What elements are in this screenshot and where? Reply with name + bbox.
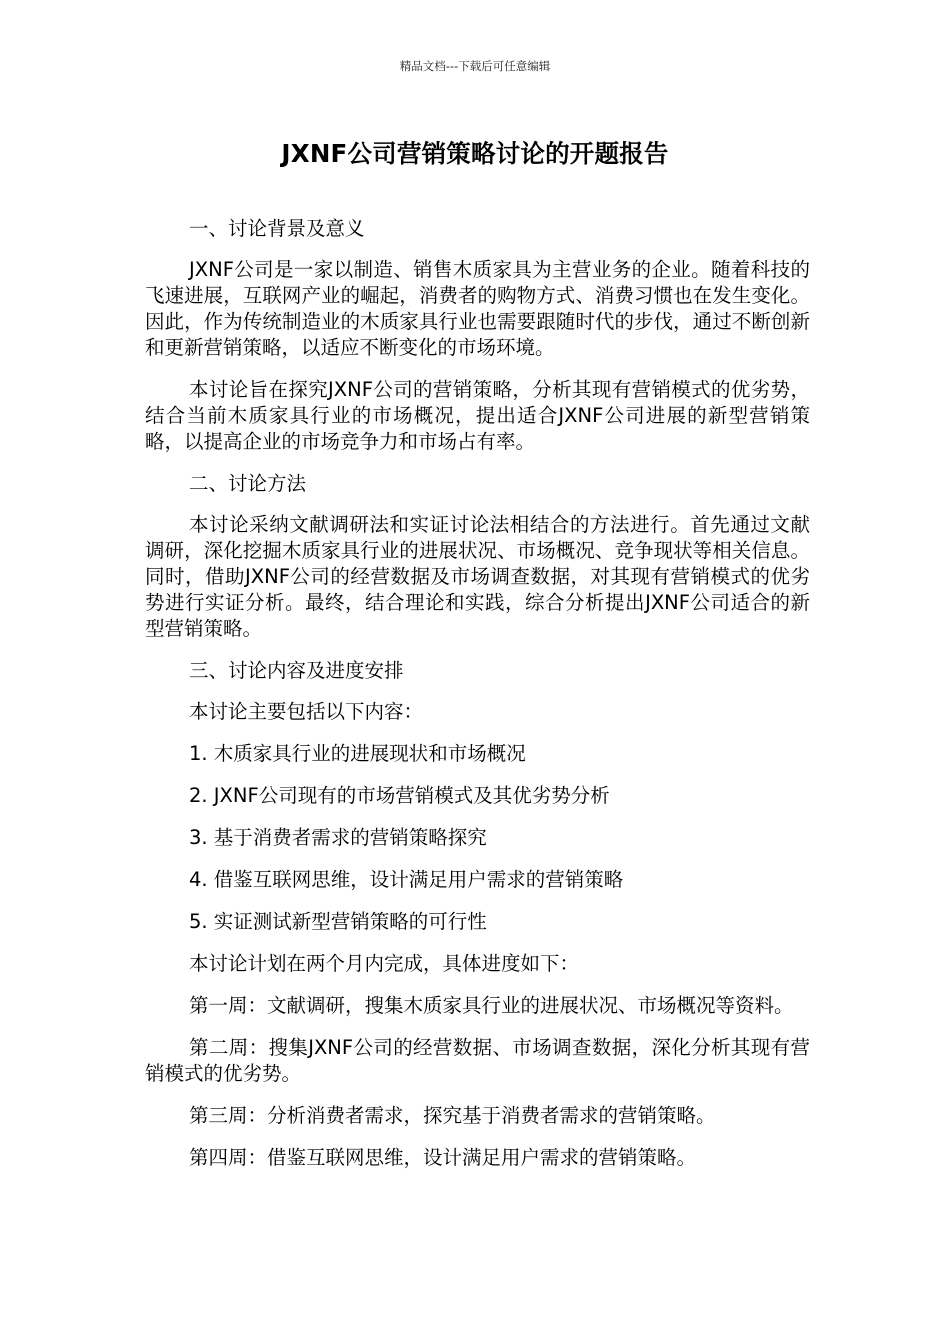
section-heading-content-schedule: 三、讨论内容及进度安排	[189, 659, 404, 682]
paragraph: 本讨论采纳文献调研法和实证讨论法相结合的方法进行。首先通过文献调研，深化挖掘木质家具行业的进展状况、市场概况、竞争现状等相关信息。同时，借助JXNF公司的经营数据及市场调查数据，对其现有营销模式的优劣势进行实证分析。最终，结合理论和实践，综合分析提出JXNF公司适合的新型营销策略。	[145, 513, 810, 640]
schedule-item: 第二周：搜集JXNF公司的经营数据、市场调查数据，深化分析其现有营销模式的优劣势。	[145, 1036, 810, 1085]
list-item: 4. 借鉴互联网思维，设计满足用户需求的营销策略	[189, 868, 624, 891]
schedule-item: 第一周：文献调研，搜集木质家具行业的进展状况、市场概况等资料。	[189, 994, 794, 1017]
page-header: 精品文档---下载后可任意编辑	[399, 59, 551, 73]
document-body	[145, 216, 810, 1187]
document-title: JXNF公司营销策略讨论的开题报告	[281, 139, 669, 168]
schedule-item: 第三周：分析消费者需求，探究基于消费者需求的营销策略。	[189, 1104, 716, 1127]
list-item: 1. 木质家具行业的进展现状和市场概况	[189, 742, 526, 765]
section-heading-method: 二、讨论方法	[189, 472, 307, 495]
paragraph: JXNF公司是一家以制造、销售木质家具为主营业务的企业。随着科技的飞速进展，互联网产业的崛起，消费者的购物方式、消费习惯也在发生变化。因此，作为传统制造业的木质家具行业也需要跟随时代的步伐，通过不断创新和更新营销策略，以适应不断变化的市场环境。	[145, 258, 810, 359]
list-item: 3. 基于消费者需求的营销策略探究	[189, 826, 487, 849]
paragraph: 本讨论旨在探究JXNF公司的营销策略，分析其现有营销模式的优劣势，结合当前木质家具行业的市场概况，提出适合JXNF公司进展的新型营销策略，以提高企业的市场竞争力和市场占有率。	[145, 378, 810, 453]
list-item: 5. 实证测试新型营销策略的可行性	[189, 910, 487, 933]
list-item: 2. JXNF公司现有的市场营销模式及其优劣势分析	[189, 784, 610, 807]
section-heading-background: 一、讨论背景及意义	[189, 217, 365, 240]
schedule-item: 第四周：借鉴互联网思维，设计满足用户需求的营销策略。	[189, 1146, 697, 1169]
schedule-intro: 本讨论计划在两个月内完成，具体进度如下：	[189, 952, 580, 975]
content-intro: 本讨论主要包括以下内容：	[189, 700, 424, 723]
